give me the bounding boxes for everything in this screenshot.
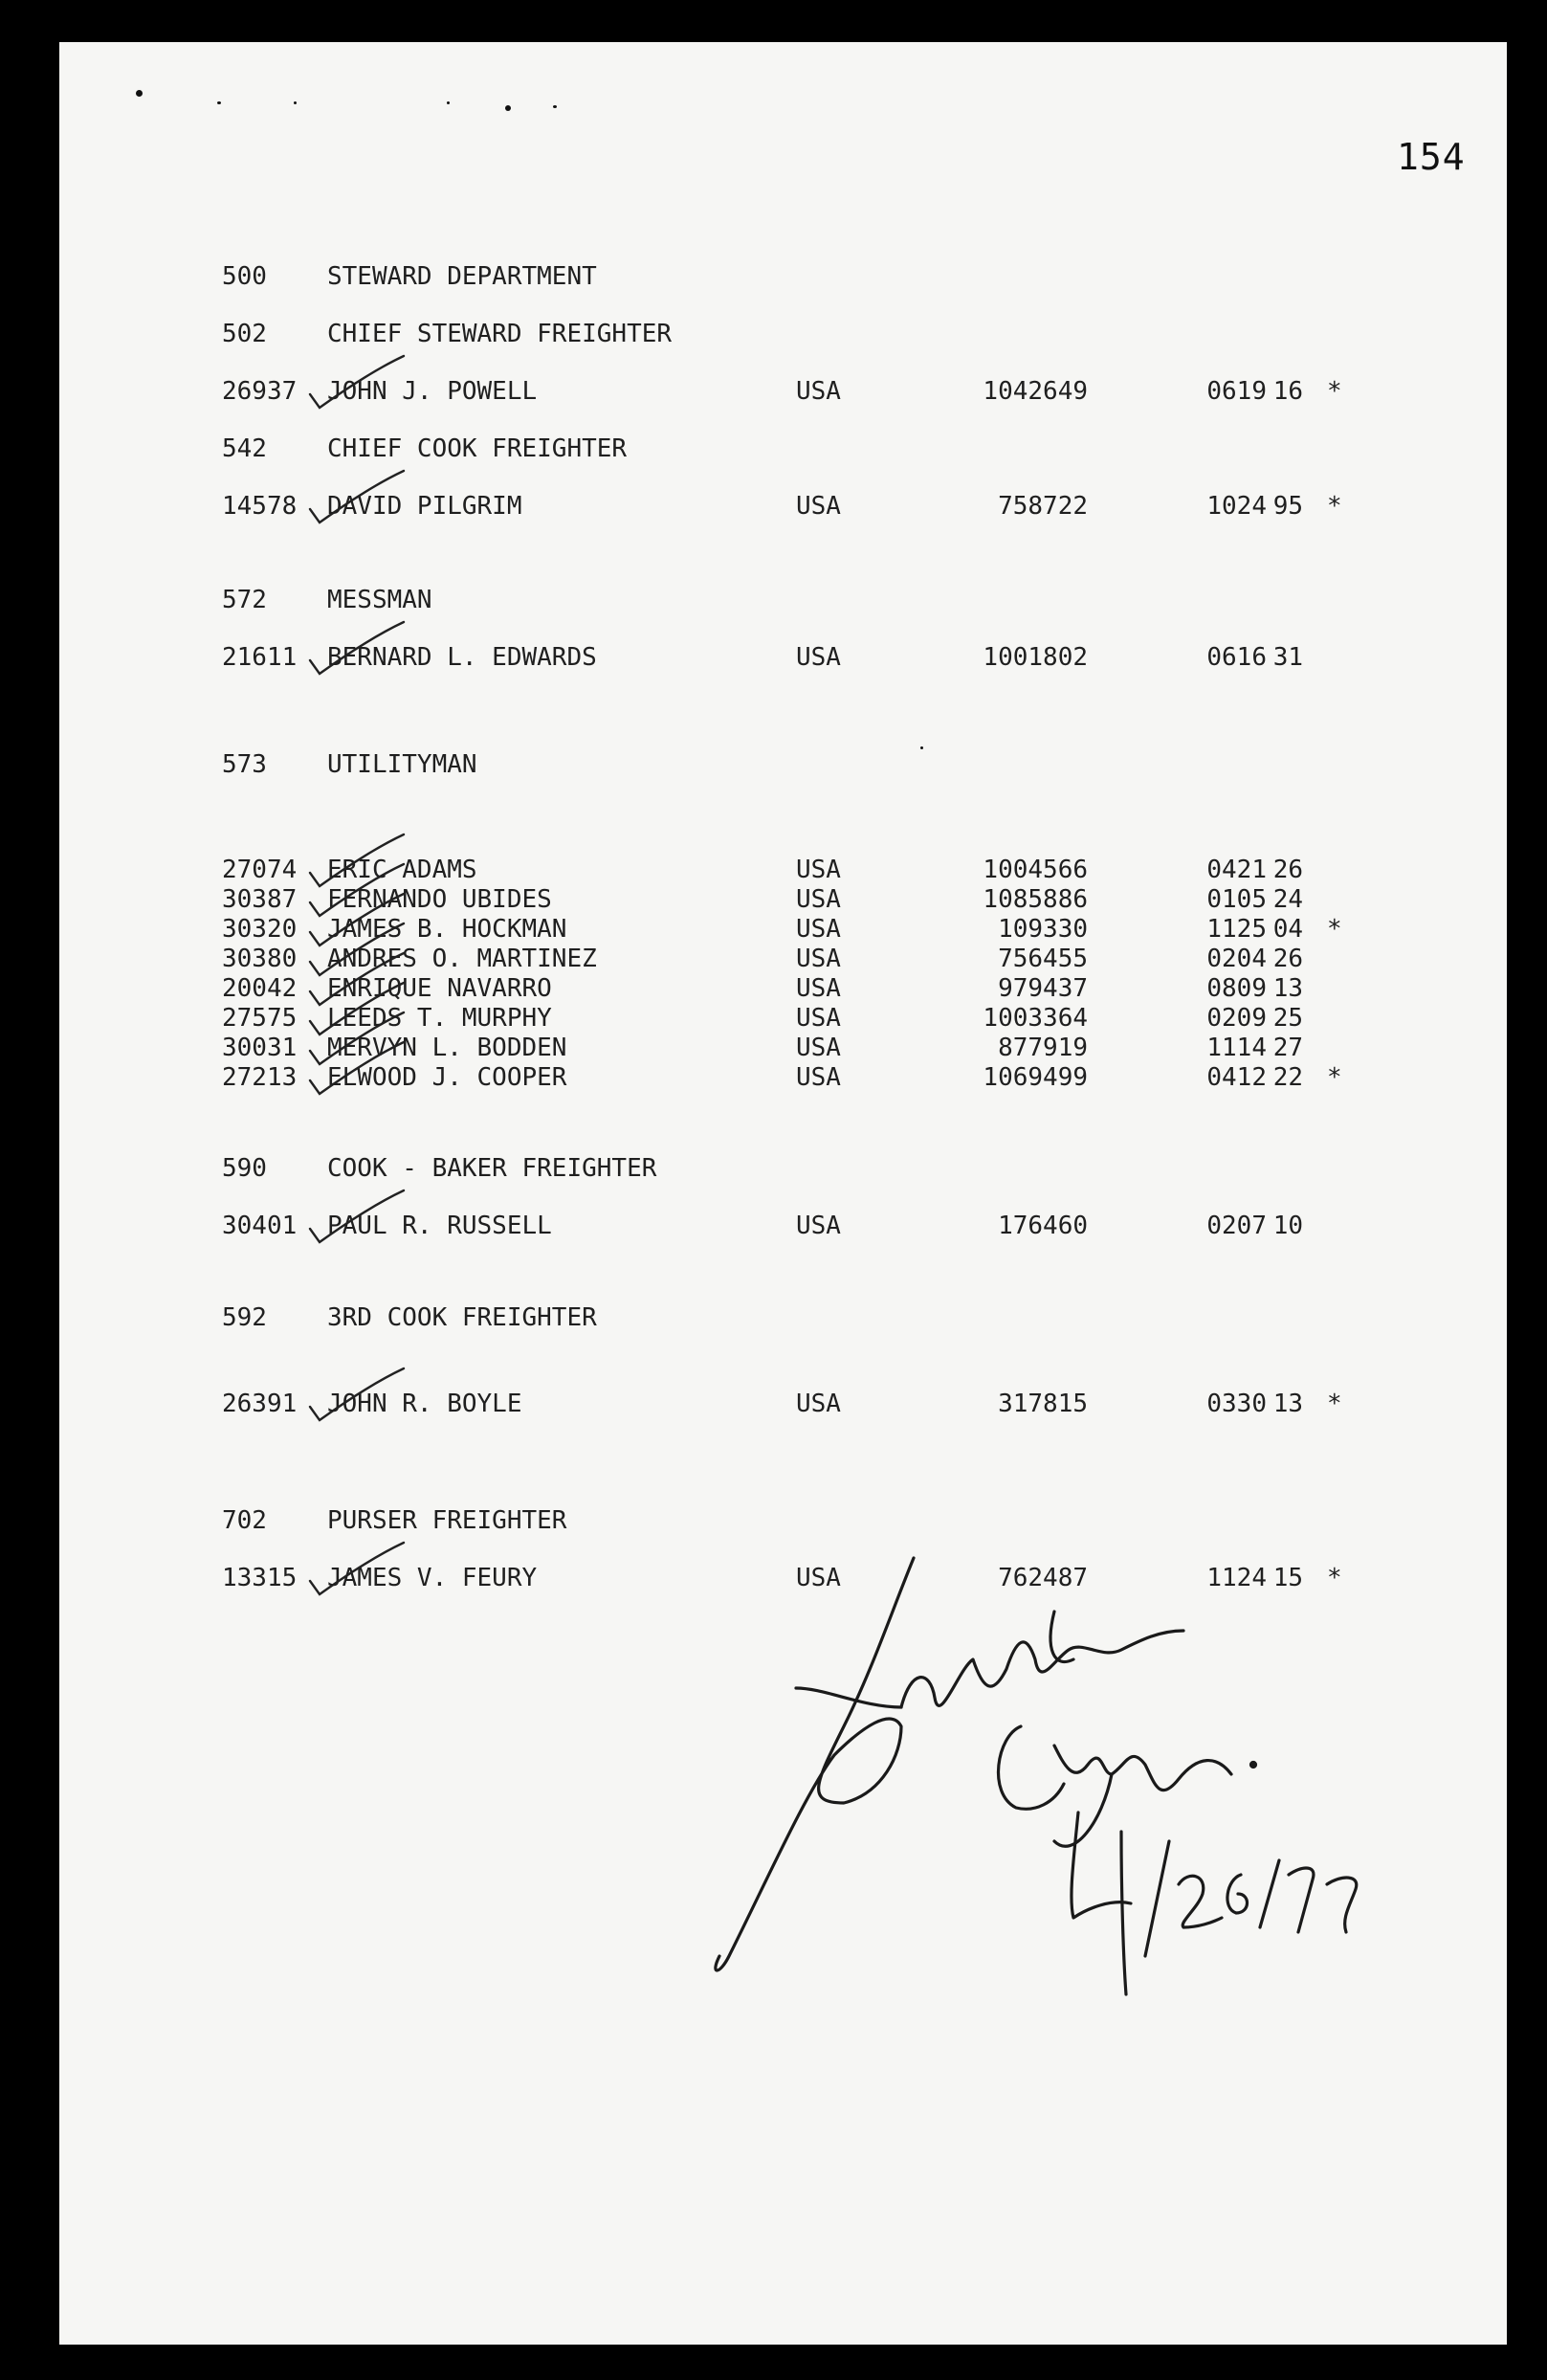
entry-z-number: 1003364 (983, 1004, 1088, 1033)
section-title: CHIEF COOK FREIGHTER (327, 434, 628, 463)
entry-z-number: 979437 (998, 974, 1088, 1003)
entry-name: FERNANDO UBIDES (327, 885, 552, 914)
entry-rating: 26 (1272, 945, 1303, 973)
entry-id: 30031 (222, 1034, 298, 1062)
entry-date: 0330 (1206, 1390, 1267, 1418)
entry-date: 1125 (1206, 915, 1267, 944)
page-number: 154 (1397, 136, 1466, 178)
entry-date: 0204 (1206, 945, 1267, 973)
entry-id: 21611 (222, 643, 298, 672)
entry-citizenship: USA (796, 377, 841, 406)
entry-date: 1024 (1206, 492, 1267, 521)
entry-citizenship: USA (796, 1390, 841, 1418)
entry-id: 20042 (222, 974, 298, 1003)
section-title: PURSER FREIGHTER (327, 1506, 567, 1535)
entry-id: 27575 (222, 1004, 298, 1033)
entry-z-number: 176460 (998, 1212, 1088, 1240)
entry-name: LEEDS T. MURPHY (327, 1004, 552, 1033)
entry-z-number: 1069499 (983, 1063, 1088, 1092)
entry-rating: 25 (1272, 1004, 1303, 1033)
entry-date: 0616 (1206, 643, 1267, 672)
entry-rating: 15 (1272, 1564, 1303, 1592)
section-code: 702 (222, 1506, 267, 1535)
section-code: 500 (222, 262, 267, 291)
entry-rating: 13 (1272, 974, 1303, 1003)
entry-date: 1114 (1206, 1034, 1267, 1062)
entry-id: 26937 (222, 377, 298, 406)
entry-rating: 16 (1272, 377, 1303, 406)
section-code: 590 (222, 1154, 267, 1183)
section-code: 572 (222, 586, 267, 614)
section-title: CHIEF STEWARD FREIGHTER (327, 320, 673, 348)
entry-z-number: 109330 (998, 915, 1088, 944)
entry-name: DAVID PILGRIM (327, 492, 522, 521)
entry-z-number: 756455 (998, 945, 1088, 973)
entry-citizenship: USA (796, 1034, 841, 1062)
entry-id: 26391 (222, 1390, 298, 1418)
entry-name: JOHN R. BOYLE (327, 1390, 522, 1418)
entry-id: 30387 (222, 885, 298, 914)
section-title: UTILITYMAN (327, 750, 477, 779)
entry-name: PAUL R. RUSSELL (327, 1212, 552, 1240)
section-title: COOK - BAKER FREIGHTER (327, 1154, 657, 1183)
entry-z-number: 762487 (998, 1564, 1088, 1592)
entry-name: MERVYN L. BODDEN (327, 1034, 567, 1062)
entry-citizenship: USA (796, 945, 841, 973)
entry-citizenship: USA (796, 915, 841, 944)
entry-flag: * (1327, 1063, 1342, 1092)
entry-flag: * (1327, 377, 1342, 406)
section-code: 573 (222, 750, 267, 779)
entry-flag: * (1327, 492, 1342, 521)
entry-flag: * (1327, 1564, 1342, 1592)
entry-id: 30380 (222, 945, 298, 973)
entry-z-number: 877919 (998, 1034, 1088, 1062)
entry-name: ENRIQUE NAVARRO (327, 974, 552, 1003)
entry-z-number: 317815 (998, 1390, 1088, 1418)
entry-rating: 27 (1272, 1034, 1303, 1062)
section-code: 502 (222, 320, 267, 348)
entry-date: 0412 (1206, 1063, 1267, 1092)
entry-name: JOHN J. POWELL (327, 377, 538, 406)
entry-z-number: 1085886 (983, 885, 1088, 914)
entry-name: JAMES V. FEURY (327, 1564, 538, 1592)
entry-name: ELWOOD J. COOPER (327, 1063, 567, 1092)
entry-z-number: 1001802 (983, 643, 1088, 672)
entry-id: 30320 (222, 915, 298, 944)
entry-citizenship: USA (796, 1004, 841, 1033)
entry-rating: 13 (1272, 1390, 1303, 1418)
entry-citizenship: USA (796, 492, 841, 521)
entry-name: BERNARD L. EDWARDS (327, 643, 597, 672)
section-code: 592 (222, 1303, 267, 1332)
entry-id: 13315 (222, 1564, 298, 1592)
entry-z-number: 1042649 (983, 377, 1088, 406)
section-title: STEWARD DEPARTMENT (327, 262, 597, 291)
entry-rating: 22 (1272, 1063, 1303, 1092)
entry-citizenship: USA (796, 885, 841, 914)
entry-citizenship: USA (796, 1564, 841, 1592)
section-title: MESSMAN (327, 586, 432, 614)
entry-name: ERIC ADAMS (327, 856, 477, 884)
entry-flag: * (1327, 1390, 1342, 1418)
entry-date: 0809 (1206, 974, 1267, 1003)
entry-citizenship: USA (796, 643, 841, 672)
entry-id: 27213 (222, 1063, 298, 1092)
entry-citizenship: USA (796, 974, 841, 1003)
entry-citizenship: USA (796, 1063, 841, 1092)
entry-citizenship: USA (796, 1212, 841, 1240)
entry-name: ANDRES O. MARTINEZ (327, 945, 597, 973)
entry-rating: 10 (1272, 1212, 1303, 1240)
section-code: 542 (222, 434, 267, 463)
entry-rating: 04 (1272, 915, 1303, 944)
entry-citizenship: USA (796, 856, 841, 884)
section-title: 3RD COOK FREIGHTER (327, 1303, 597, 1332)
entry-id: 27074 (222, 856, 298, 884)
entry-date: 0421 (1206, 856, 1267, 884)
entry-id: 14578 (222, 492, 298, 521)
entry-date: 0105 (1206, 885, 1267, 914)
entry-date: 0209 (1206, 1004, 1267, 1033)
entry-rating: 26 (1272, 856, 1303, 884)
entry-date: 0207 (1206, 1212, 1267, 1240)
entry-date: 1124 (1206, 1564, 1267, 1592)
entry-flag: * (1327, 915, 1342, 944)
entry-id: 30401 (222, 1212, 298, 1240)
entry-z-number: 758722 (998, 492, 1088, 521)
entry-date: 0619 (1206, 377, 1267, 406)
entry-rating: 24 (1272, 885, 1303, 914)
entry-name: JAMES B. HOCKMAN (327, 915, 567, 944)
entry-rating: 31 (1272, 643, 1303, 672)
entry-z-number: 1004566 (983, 856, 1088, 884)
entry-rating: 95 (1272, 492, 1303, 521)
document-page (59, 42, 1507, 2345)
